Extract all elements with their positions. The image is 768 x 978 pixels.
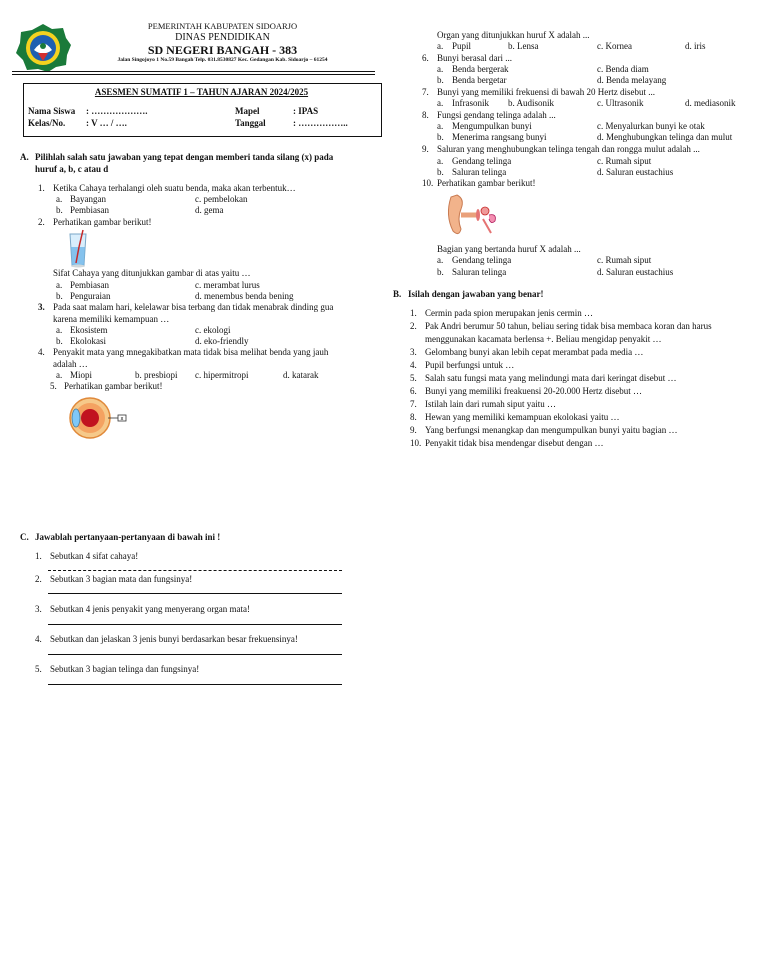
c-answer-line[interactable] [48, 684, 342, 685]
header-rule [12, 71, 375, 72]
q6-a-letter[interactable]: a. [437, 64, 444, 74]
c-item-text: Sebutkan 3 bagian telinga dan fungsinya! [50, 664, 200, 674]
b-item-text-continued: menggunakan kacamata berlensa +. Beliau mengidap penyakit … [425, 334, 662, 344]
q10-option-a[interactable]: Gendang telinga [452, 255, 512, 265]
q3-option-b[interactable]: Ekolokasi [70, 336, 106, 346]
q9-option-d[interactable]: d. Saluran eustachius [597, 167, 674, 177]
q2-number: 2. [38, 217, 45, 227]
b-item-text: Cermin pada spion merupakan jenis cermin … [425, 308, 593, 318]
q8-text: Fungsi gendang telinga adalah ... [437, 110, 556, 120]
q2-subtext: Sifat Cahaya yang ditunjukkan gambar di atas yaitu … [53, 268, 251, 278]
b-item-number: 2. [410, 321, 417, 331]
q2-text: Perhatikan gambar berikut! [53, 217, 152, 227]
kelas-value[interactable]: : V … / …. [86, 118, 127, 128]
kop-school-name: SD NEGERI BANGAH - 383 [147, 43, 298, 57]
q1-option-c[interactable]: c. pembelokan [195, 194, 248, 204]
q8-option-d[interactable]: d. Menghubungkan telinga dan mulut [597, 132, 733, 142]
q9-option-c[interactable]: c. Rumah siput [597, 156, 652, 166]
q8-number: 8. [422, 110, 429, 120]
section-a-instruction-2: huruf a, b, c atau d [35, 164, 109, 174]
q5-a-letter[interactable]: a. [437, 41, 444, 51]
q5-option-a[interactable]: Pupil [452, 41, 472, 51]
c-item-number: 3. [35, 604, 42, 614]
q6-b-letter[interactable]: b. [437, 75, 444, 85]
q10-option-b[interactable]: Saluran telinga [452, 267, 507, 277]
b-item-number: 6. [410, 386, 417, 396]
c-item-text: Sebutkan 3 bagian mata dan fungsinya! [50, 574, 193, 584]
q1-a-letter[interactable]: a. [56, 194, 63, 204]
b-item-number: 7. [410, 399, 417, 409]
q3-text: Pada saat malam hari, kelelawar bisa terbang dan tidak menabrak dinding gua [53, 302, 334, 312]
q7-a-letter[interactable]: a. [437, 98, 444, 108]
b-item-number: 5. [410, 373, 417, 383]
b-item-text: Hewan yang memiliki kemampuan ekolokasi yaitu … [425, 412, 620, 422]
c-answer-line[interactable] [48, 593, 342, 594]
b-item-text: Salah satu fungsi mata yang melindungi mata dari keringat disebut … [425, 373, 677, 383]
q9-option-a[interactable]: Gendang telinga [452, 156, 512, 166]
b-item-text: Pak Andri berumur 50 tahun, beliau sering tidak bisa membaca koran dan harus [425, 321, 712, 331]
q4-option-b[interactable]: b. presbiopi [135, 370, 178, 380]
q2-option-b[interactable]: Penguraian [70, 291, 111, 301]
b-item-text: Gelombang bunyi akan lebih cepat merambat pada media … [425, 347, 644, 357]
header-rule-thin [12, 74, 375, 75]
q10-option-d[interactable]: d. Saluran eustachius [597, 267, 674, 277]
q6-option-b[interactable]: Benda bergetar [452, 75, 507, 85]
q10-number: 10. [422, 178, 434, 188]
q4-option-c[interactable]: c. hipermitropi [195, 370, 249, 380]
q2-a-letter[interactable]: a. [56, 280, 63, 290]
q4-option-a[interactable]: Miopi [70, 370, 93, 380]
b-item-number: 10. [410, 438, 422, 448]
svg-text:x: x [120, 416, 124, 422]
ear-anatomy-icon [443, 191, 501, 239]
q3-option-a[interactable]: Ekosistem [70, 325, 108, 335]
eye-anatomy-icon [68, 394, 130, 442]
q2-option-c[interactable]: c. merambat lurus [195, 280, 260, 290]
school-logo-icon [14, 23, 72, 73]
mapel-value: : IPAS [293, 106, 319, 116]
c-item-text: Sebutkan 4 jenis penyakit yang menyerang organ mata! [50, 604, 251, 614]
b-item-number: 4. [410, 360, 417, 370]
q7-option-b[interactable]: b. Audisonik [508, 98, 555, 108]
q2-b-letter[interactable]: b. [56, 291, 63, 301]
q4-a-letter[interactable]: a. [56, 370, 63, 380]
b-item-text: Yang berfungsi menangkap dan mengumpulkan bunyi yaitu bagian … [425, 425, 678, 435]
glass-refraction-icon [65, 229, 91, 269]
q1-b-letter[interactable]: b. [56, 205, 63, 215]
q9-text: Saluran yang menghubungkan telinga tengah dan rongga mulut adalah ... [437, 144, 700, 154]
q9-number: 9. [422, 144, 429, 154]
exam-title: ASESMEN SUMATIF 1 – TAHUN AJARAN 2024/2025 [94, 87, 309, 97]
nama-value[interactable]: : ………………. [86, 106, 148, 116]
b-item-number: 3. [410, 347, 417, 357]
q8-a-letter[interactable]: a. [437, 121, 444, 131]
q10-text: Perhatikan gambar berikut! [437, 178, 536, 188]
q1-option-b[interactable]: Pembiasan [70, 205, 109, 215]
q5-option-d[interactable]: d. iris [685, 41, 706, 51]
b-item-text: Penyakit tidak bisa mendengar disebut dengan … [425, 438, 604, 448]
b-item-number: 1. [410, 308, 417, 318]
q10-subtext: Bagian yang bertanda huruf X adalah ... [437, 244, 581, 254]
tanggal-label: Tanggal [235, 118, 266, 128]
q1-text: Ketika Cahaya terhalangi oleh suatu benda, maka akan terbentuk… [53, 183, 296, 193]
kop-address: Jalan Singojoyo 1 No.59 Bangah Telp. 031.8530827 Kec. Gedangan Kab. Sidoarjo – 61254 [117, 57, 328, 63]
c-item-text: Sebutkan 4 sifat cahaya! [50, 551, 139, 561]
b-item-number: 9. [410, 425, 417, 435]
section-a-instruction: Pilihlah salah satu jawaban yang tepat dengan memberi tanda silang (x) pada [35, 152, 334, 162]
b-item-text: Pupil berfungsi untuk … [425, 360, 515, 370]
q1-option-a[interactable]: Bayangan [70, 194, 106, 204]
q3-number: 3. [38, 302, 45, 312]
c-answer-line[interactable] [48, 624, 342, 625]
q6-number: 6. [422, 53, 429, 63]
q1-option-d[interactable]: d. gema [195, 205, 224, 215]
q6-option-d[interactable]: d. Benda melayang [597, 75, 667, 85]
q10-option-c[interactable]: c. Rumah siput [597, 255, 652, 265]
q1-number: 1. [38, 183, 45, 193]
nama-label: Nama Siswa [28, 106, 76, 116]
q2-option-d[interactable]: d. menembus benda bening [195, 291, 294, 301]
q4-number: 4. [38, 347, 45, 357]
section-c-instruction: Jawablah pertanyaan-pertanyaan di bawah ini ! [35, 532, 221, 542]
kop-government: PEMERINTAH KABUPATEN SIDOARJO [147, 21, 298, 31]
c-item-number: 5. [35, 664, 42, 674]
q3-a-letter[interactable]: a. [56, 325, 63, 335]
q7-text: Bunyi yang memiliki frekuensi di bawah 20 Hertz disebut ... [437, 87, 655, 97]
q10-a-letter[interactable]: a. [437, 255, 444, 265]
c-item-number: 1. [35, 551, 42, 561]
q8-option-b[interactable]: Menerima rangsang bunyi [452, 132, 547, 142]
c-item-number: 4. [35, 634, 42, 644]
q5-option-b[interactable]: b. Lensa [508, 41, 539, 51]
section-a-label: A. [20, 152, 29, 162]
section-b-instruction: Isilah dengan jawaban yang benar! [408, 289, 544, 299]
q7-option-d[interactable]: d. mediasonik [685, 98, 736, 108]
b-item-text: Bunyi yang memiliki freakuensi 20-20.000 Hertz disebut … [425, 386, 642, 396]
q10-b-letter[interactable]: b. [437, 267, 444, 277]
q4-option-d[interactable]: d. katarak [283, 370, 319, 380]
c-item-number: 2. [35, 574, 42, 584]
c-answer-line[interactable] [48, 654, 342, 655]
q7-number: 7. [422, 87, 429, 97]
q9-b-letter[interactable]: b. [437, 167, 444, 177]
q9-option-b[interactable]: Saluran telinga [452, 167, 507, 177]
q3-option-c[interactable]: c. ekologi [195, 325, 231, 335]
q9-a-letter[interactable]: a. [437, 156, 444, 166]
q6-option-a[interactable]: Benda bergerak [452, 64, 509, 74]
q5-subtext: Organ yang ditunjukkan huruf X adalah ... [437, 30, 590, 40]
section-b-label: B. [393, 289, 402, 299]
q6-option-c[interactable]: c. Benda diam [597, 64, 649, 74]
c-answer-line[interactable] [48, 570, 342, 571]
tanggal-value[interactable]: : …………….. [293, 118, 348, 128]
q3-text-2: karena memiliki kemampuan … [53, 314, 170, 324]
q8-b-letter[interactable]: b. [437, 132, 444, 142]
b-item-number: 8. [410, 412, 417, 422]
q7-option-a[interactable]: Infrasonik [452, 98, 489, 108]
q3-option-d[interactable]: d. eko-friendly [195, 336, 249, 346]
kelas-label: Kelas/No. [28, 118, 66, 128]
q7-option-c[interactable]: c. Ultrasonik [597, 98, 644, 108]
q4-text: Penyakit mata yang mnegakibatkan mata tidak bisa melihat benda yang jauh [53, 347, 329, 357]
q5-text: Perhatikan gambar berikut! [64, 381, 163, 391]
b-item-text: Istilah lain dari rumah siput yaitu … [425, 399, 556, 409]
q8-option-a[interactable]: Mengumpulkan bunyi [452, 121, 532, 131]
kop-department: DINAS PENDIDIKAN [175, 32, 270, 43]
q5-number: 5. [50, 381, 57, 391]
q2-option-a[interactable]: Pembiasan [70, 280, 109, 290]
c-item-text: Sebutkan dan jelaskan 3 jenis bunyi berdasarkan besar frekuensinya! [50, 634, 298, 644]
mapel-label: Mapel [235, 106, 260, 116]
section-c-label: C. [20, 532, 29, 542]
q5-option-c[interactable]: c. Kornea [597, 41, 632, 51]
q6-text: Bunyi berasal dari ... [437, 53, 512, 63]
q3-b-letter[interactable]: b. [56, 336, 63, 346]
q4-text-2: adalah … [53, 359, 88, 369]
q8-option-c[interactable]: c. Menyalurkan bunyi ke otak [597, 121, 705, 131]
